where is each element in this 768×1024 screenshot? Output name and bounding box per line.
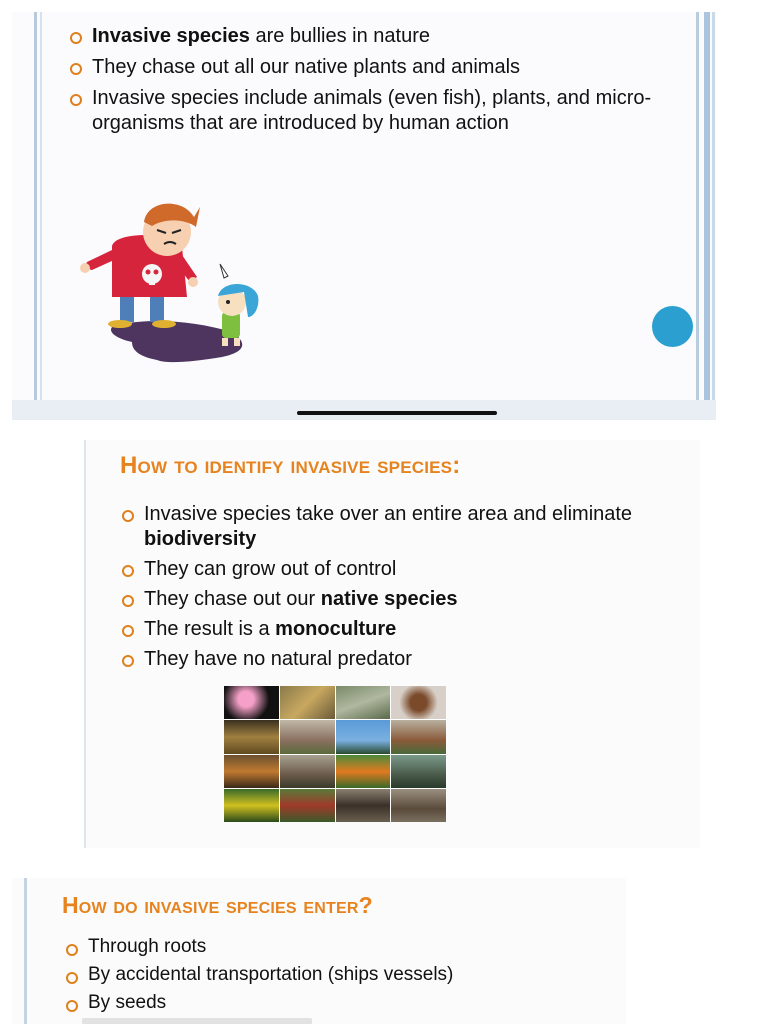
slide-identify xyxy=(84,440,700,848)
photo-tile xyxy=(391,755,446,788)
cut-off-bullet xyxy=(82,1018,312,1024)
slide-entry xyxy=(12,878,626,1024)
bullet-item: They have no natural predator xyxy=(120,647,650,672)
photo-tile xyxy=(224,755,279,788)
bullet-item: The result is a monoculture xyxy=(120,617,650,642)
slide-title: How to identify invasive species: xyxy=(120,452,461,479)
slide-footer-strip xyxy=(12,400,716,420)
slide-border-left-inner xyxy=(40,12,42,400)
photo-tile xyxy=(391,720,446,753)
scroll-indicator[interactable] xyxy=(297,411,497,415)
photo-tile xyxy=(224,720,279,753)
slide-border-left xyxy=(84,440,86,848)
bullet-item: Invasive species are bullies in nature xyxy=(68,24,668,49)
bully-cartoon-illustration xyxy=(72,192,272,372)
bullet-list xyxy=(64,936,604,1020)
slide-border-right-outer xyxy=(712,12,715,400)
bullet-item: They chase out our native species xyxy=(120,587,650,612)
photo-tile xyxy=(280,720,335,753)
photo-tile xyxy=(391,686,446,719)
slide-title: How do invasive species enter? xyxy=(62,892,373,918)
photo-tile xyxy=(336,686,391,719)
bullet-item: By accidental transportation (ships vessels) xyxy=(64,964,604,986)
photo-tile xyxy=(391,789,446,822)
slide-border-right xyxy=(696,12,699,400)
photo-tile xyxy=(280,686,335,719)
bullet-item: Invasive species take over an entire area and eliminate biodiversity xyxy=(120,502,650,552)
photo-tile xyxy=(336,755,391,788)
slide-border-right-thick xyxy=(704,12,710,400)
slide-border-left xyxy=(24,878,27,1024)
bullet-list xyxy=(120,502,650,677)
photo-tile xyxy=(336,789,391,822)
bullet-item: Invasive species include animals (even fish), plants, and micro-organisms that are introduced by human action xyxy=(68,86,668,136)
slide-accent-dot xyxy=(652,306,693,347)
slide-bullies xyxy=(12,12,716,420)
photo-tile xyxy=(224,686,279,719)
bullet-item: By seeds xyxy=(64,992,604,1014)
slide-border-left xyxy=(34,12,37,400)
photo-tile xyxy=(336,720,391,753)
bullet-item: They chase out all our native plants and animals xyxy=(68,55,668,80)
bullet-list xyxy=(68,24,668,142)
photo-tile xyxy=(224,789,279,822)
photo-tile xyxy=(280,755,335,788)
bullet-item: Through roots xyxy=(64,936,604,958)
bullet-item: They can grow out of control xyxy=(120,557,650,582)
photo-tile xyxy=(280,789,335,822)
species-photo-collage xyxy=(224,686,446,822)
